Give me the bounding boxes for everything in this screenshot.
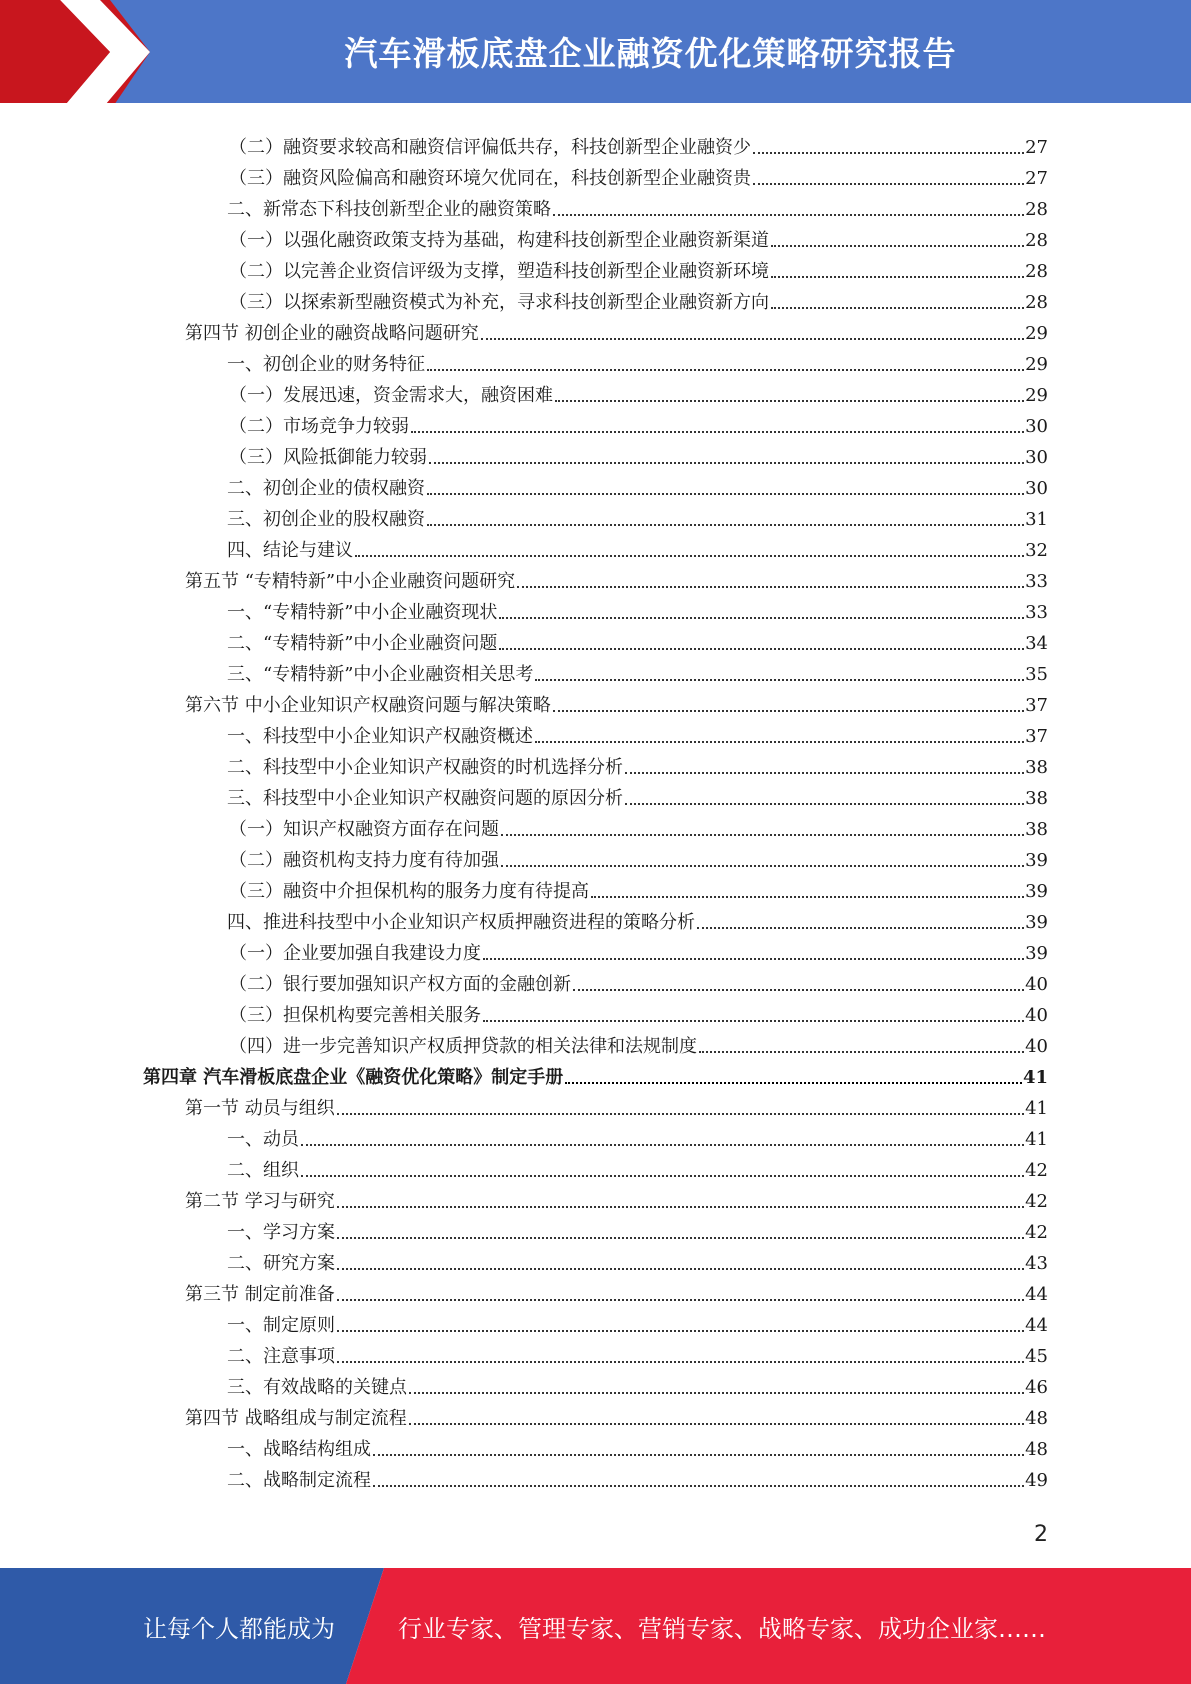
toc-entry-page: 48 — [1025, 1439, 1048, 1460]
toc-entry-title: 第一节 动员与组织 — [185, 1098, 335, 1119]
toc-entry-title: 三、有效战略的关键点 — [227, 1377, 407, 1398]
toc-entry[interactable] — [229, 159, 1048, 190]
toc-entry-page: 41 — [1025, 1098, 1048, 1119]
toc-leader-dots — [337, 1299, 1024, 1301]
toc-entry-title: 一、制定原则 — [227, 1315, 335, 1336]
toc-entry-page: 49 — [1025, 1470, 1048, 1491]
toc-entry-page: 32 — [1025, 540, 1048, 561]
toc-leader-dots — [409, 1392, 1024, 1394]
toc-entry[interactable] — [227, 779, 1048, 810]
toc-entry-page: 29 — [1025, 323, 1048, 344]
toc-leader-dots — [555, 400, 1024, 402]
toc-entry[interactable] — [227, 1120, 1048, 1151]
toc-entry[interactable] — [229, 438, 1048, 469]
toc-entry-title: （二）融资机构支持力度有待加强 — [229, 850, 499, 871]
toc-entry-page: 29 — [1025, 385, 1048, 406]
toc-entry[interactable] — [229, 841, 1048, 872]
page-header — [0, 0, 1191, 111]
toc-entry[interactable] — [229, 934, 1048, 965]
page-footer — [0, 1568, 1191, 1684]
toc-entry-page: 37 — [1025, 695, 1048, 716]
toc-entry[interactable] — [227, 1244, 1048, 1275]
toc-entry-title: 二、注意事项 — [227, 1346, 335, 1367]
toc-entry-page: 44 — [1025, 1284, 1048, 1305]
toc-entry-title: 三、科技型中小企业知识产权融资问题的原因分析 — [227, 788, 623, 809]
toc-leader-dots — [301, 1175, 1024, 1177]
footer-slogan-left: 让每个人都能成为 — [143, 1614, 335, 1643]
toc-entry-title: 四、结论与建议 — [227, 540, 353, 561]
toc-leader-dots — [699, 1051, 1024, 1053]
toc-entry-title: （二）市场竞争力较弱 — [229, 416, 409, 437]
toc-entry-page: 48 — [1025, 1408, 1048, 1429]
toc-leader-dots — [697, 927, 1024, 929]
toc-entry[interactable] — [227, 190, 1048, 221]
toc-entry-page: 27 — [1025, 168, 1048, 189]
toc-entry-page: 31 — [1025, 509, 1048, 530]
toc-entry[interactable] — [185, 1399, 1048, 1430]
toc-entry-title: （二）银行要加强知识产权方面的金融创新 — [229, 974, 571, 995]
toc-entry-title: 第四节 战略组成与制定流程 — [185, 1408, 407, 1429]
toc-entry-page: 46 — [1025, 1377, 1048, 1398]
toc-entry-page: 30 — [1025, 478, 1048, 499]
toc-leader-dots — [373, 1485, 1024, 1487]
toc-entry-page: 37 — [1025, 726, 1048, 747]
toc-entry-page: 39 — [1025, 912, 1048, 933]
toc-entry[interactable] — [185, 562, 1048, 593]
toc-entry-page: 27 — [1025, 137, 1048, 158]
toc-entry-page: 35 — [1025, 664, 1048, 685]
toc-entry-title: （三）以探索新型融资模式为补充，寻求科技创新型企业融资新方向 — [229, 292, 769, 313]
toc-entry[interactable] — [227, 1368, 1048, 1399]
toc-entry[interactable] — [227, 1151, 1048, 1182]
toc-leader-dots — [481, 338, 1024, 340]
toc-entry-page: 30 — [1025, 447, 1048, 468]
toc-leader-dots — [753, 183, 1024, 185]
toc-leader-dots — [553, 214, 1024, 216]
toc-leader-dots — [483, 1020, 1024, 1022]
toc-leader-dots — [625, 803, 1024, 805]
toc-leader-dots — [591, 896, 1024, 898]
toc-entry-page: 39 — [1025, 881, 1048, 902]
toc-entry-title: （四）进一步完善知识产权质押贷款的相关法律和法规制度 — [229, 1036, 697, 1057]
toc-entry-title: （一）发展迅速，资金需求大，融资困难 — [229, 385, 553, 406]
toc-entry-title: （一）以强化融资政策支持为基础，构建科技创新型企业融资新渠道 — [229, 230, 769, 251]
toc-entry-title: 第四章 汽车滑板底盘企业《融资优化策略》制定手册 — [143, 1067, 564, 1088]
toc-entry-title: 三、初创企业的股权融资 — [227, 509, 425, 530]
toc-entry-page: 28 — [1025, 292, 1048, 313]
toc-leader-dots — [337, 1361, 1024, 1363]
toc-leader-dots — [501, 865, 1024, 867]
toc-entry[interactable] — [229, 1027, 1048, 1058]
toc-leader-dots — [501, 834, 1024, 836]
toc-entry[interactable] — [227, 593, 1048, 624]
toc-entry-title: 第五节 “专精特新”中小企业融资问题研究 — [185, 571, 516, 592]
toc-leader-dots — [573, 989, 1024, 991]
toc-leader-dots — [517, 586, 1024, 588]
toc-entry-page: 38 — [1025, 788, 1048, 809]
toc-leader-dots — [771, 307, 1024, 309]
toc-entry-page: 40 — [1025, 1005, 1048, 1026]
toc-entry[interactable] — [227, 1306, 1048, 1337]
toc-entry-page: 42 — [1025, 1160, 1048, 1181]
toc-leader-dots — [427, 493, 1024, 495]
document-title: 汽车滑板底盘企业融资优化策略研究报告 — [344, 34, 957, 73]
toc-entry-title: 第四节 初创企业的融资战略问题研究 — [185, 323, 479, 344]
toc-entry[interactable] — [229, 965, 1048, 996]
toc-entry[interactable] — [227, 655, 1048, 686]
toc-entry[interactable] — [229, 221, 1048, 252]
page-number: 2 — [1034, 1522, 1048, 1547]
toc-entry[interactable] — [227, 1213, 1048, 1244]
toc-leader-dots — [625, 772, 1024, 774]
toc-entry-title: （二）以完善企业资信评级为支撑，塑造科技创新型企业融资新环境 — [229, 261, 769, 282]
toc-entry[interactable] — [227, 624, 1048, 655]
toc-entry[interactable] — [227, 345, 1048, 376]
toc-leader-dots — [429, 462, 1024, 464]
toc-entry-title: （一）企业要加强自我建设力度 — [229, 943, 481, 964]
toc-leader-dots — [553, 710, 1024, 712]
toc-entry[interactable] — [229, 996, 1048, 1027]
toc-entry-title: 二、战略制定流程 — [227, 1470, 371, 1491]
toc-entry-title: （一）知识产权融资方面存在问题 — [229, 819, 499, 840]
toc-entry-page: 42 — [1025, 1222, 1048, 1243]
toc-entry-title: （三）融资风险偏高和融资环境欠优同在，科技创新型企业融资贵 — [229, 168, 751, 189]
toc-entry[interactable] — [143, 1058, 1048, 1089]
toc-entry-title: 第二节 学习与研究 — [185, 1191, 335, 1212]
toc-entry-title: 二、组织 — [227, 1160, 299, 1181]
toc-entry-title: 二、初创企业的债权融资 — [227, 478, 425, 499]
toc-leader-dots — [409, 1423, 1024, 1425]
toc-leader-dots — [373, 1454, 1024, 1456]
toc-entry-title: 第六节 中小企业知识产权融资问题与解决策略 — [185, 695, 551, 716]
toc-entry[interactable] — [227, 748, 1048, 779]
toc-entry-title: 一、战略结构组成 — [227, 1439, 371, 1460]
toc-leader-dots — [535, 741, 1024, 743]
toc-entry-page: 28 — [1025, 261, 1048, 282]
toc-leader-dots — [337, 1237, 1024, 1239]
toc-entry-page: 38 — [1025, 819, 1048, 840]
toc-entry-title: （二）融资要求较高和融资信评偏低共存，科技创新型企业融资少 — [229, 137, 751, 158]
toc-entry-page: 39 — [1025, 943, 1048, 964]
toc-entry-page: 44 — [1025, 1315, 1048, 1336]
toc-entry[interactable] — [227, 1337, 1048, 1368]
footer-slogan-right: 行业专家、管理专家、营销专家、战略专家、成功企业家…… — [398, 1614, 1046, 1643]
toc-leader-dots — [301, 1144, 1024, 1146]
toc-entry-title: 一、科技型中小企业知识产权融资概述 — [227, 726, 533, 747]
toc-entry-page: 28 — [1025, 230, 1048, 251]
toc-entry-title: （三）风险抵御能力较弱 — [229, 447, 427, 468]
toc-entry-page: 45 — [1025, 1346, 1048, 1367]
toc-entry[interactable] — [227, 531, 1048, 562]
toc-entry[interactable] — [229, 128, 1048, 159]
toc-entry-title: 四、推进科技型中小企业知识产权质押融资进程的策略分析 — [227, 912, 695, 933]
toc-leader-dots — [427, 369, 1024, 371]
toc-leader-dots — [771, 276, 1024, 278]
toc-entry[interactable] — [229, 407, 1048, 438]
toc-leader-dots — [753, 152, 1024, 154]
toc-entry[interactable] — [229, 252, 1048, 283]
toc-entry-page: 43 — [1025, 1253, 1048, 1274]
toc-entry-page: 30 — [1025, 416, 1048, 437]
toc-leader-dots — [337, 1206, 1024, 1208]
toc-entry-page: 39 — [1025, 850, 1048, 871]
toc-entry-page: 40 — [1025, 1036, 1048, 1057]
toc-entry-page: 28 — [1025, 199, 1048, 220]
toc-entry[interactable] — [227, 1461, 1048, 1492]
toc-entry[interactable] — [185, 1275, 1048, 1306]
toc-entry-title: 二、科技型中小企业知识产权融资的时机选择分析 — [227, 757, 623, 778]
toc-leader-dots — [337, 1330, 1024, 1332]
toc-entry-page: 41 — [1022, 1067, 1048, 1088]
toc-entry-title: （三）融资中介担保机构的服务力度有待提高 — [229, 881, 589, 902]
toc-entry-page: 29 — [1025, 354, 1048, 375]
toc-leader-dots — [337, 1113, 1024, 1115]
toc-entry[interactable] — [185, 686, 1048, 717]
toc-entry-page: 41 — [1025, 1129, 1048, 1150]
toc-entry-page: 40 — [1025, 974, 1048, 995]
toc-entry-page: 34 — [1025, 633, 1048, 654]
toc-leader-dots — [483, 958, 1024, 960]
toc-entry-title: 第三节 制定前准备 — [185, 1284, 335, 1305]
toc-entry-title: 一、“专精特新”中小企业融资现状 — [227, 602, 498, 623]
toc-entry-title: 二、新常态下科技创新型企业的融资策略 — [227, 199, 551, 220]
toc-entry[interactable] — [227, 903, 1048, 934]
toc-leader-dots — [499, 648, 1024, 650]
toc-entry[interactable] — [227, 500, 1048, 531]
toc-entry[interactable] — [229, 376, 1048, 407]
toc-leader-dots — [337, 1268, 1024, 1270]
toc-leader-dots — [565, 1082, 1022, 1084]
toc-entry-title: 二、“专精特新”中小企业融资问题 — [227, 633, 498, 654]
toc-entry[interactable] — [227, 717, 1048, 748]
toc-leader-dots — [411, 431, 1024, 433]
toc-entry-page: 42 — [1025, 1191, 1048, 1212]
toc-entry[interactable] — [229, 872, 1048, 903]
toc-entry[interactable] — [185, 1089, 1048, 1120]
toc-entry[interactable] — [185, 314, 1048, 345]
toc-entry-page: 33 — [1025, 602, 1048, 623]
toc-entry[interactable] — [229, 810, 1048, 841]
toc-entry-page: 33 — [1025, 571, 1048, 592]
toc-entry[interactable] — [185, 1182, 1048, 1213]
toc-entry-title: 二、研究方案 — [227, 1253, 335, 1274]
toc-entry-title: （三）担保机构要完善相关服务 — [229, 1005, 481, 1026]
toc-leader-dots — [355, 555, 1024, 557]
toc-entry-title: 一、初创企业的财务特征 — [227, 354, 425, 375]
toc-leader-dots — [535, 679, 1024, 681]
toc-entry[interactable] — [227, 469, 1048, 500]
toc-entry-title: 一、学习方案 — [227, 1222, 335, 1243]
toc-entry-title: 一、动员 — [227, 1129, 299, 1150]
toc-leader-dots — [499, 617, 1024, 619]
toc-leader-dots — [771, 245, 1024, 247]
toc-leader-dots — [427, 524, 1024, 526]
toc-entry-title: 三、“专精特新”中小企业融资相关思考 — [227, 664, 534, 685]
toc-entry-page: 38 — [1025, 757, 1048, 778]
toc-entry[interactable] — [229, 283, 1048, 314]
toc-entry[interactable] — [227, 1430, 1048, 1461]
